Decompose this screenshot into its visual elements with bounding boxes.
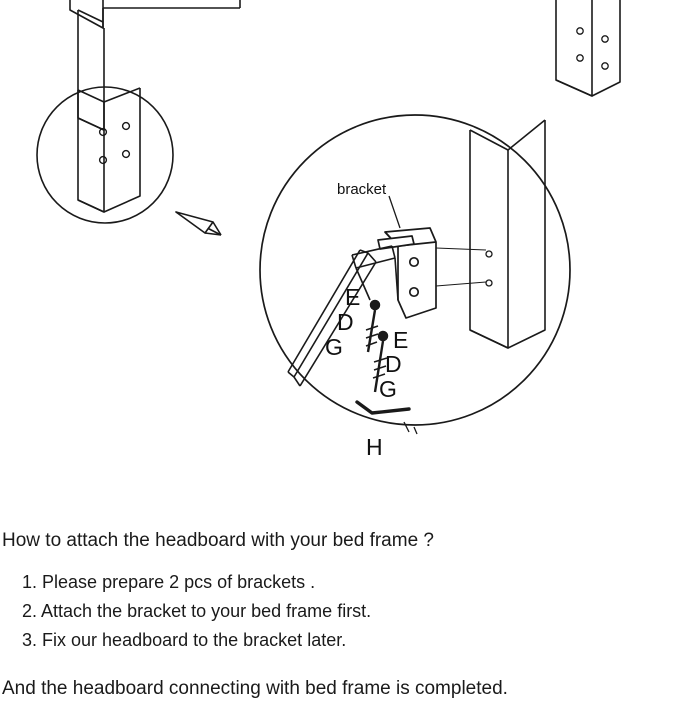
post-holes (486, 251, 492, 286)
step-text: Please prepare 2 pcs of brackets . (42, 572, 316, 592)
part-label-g-left: G (325, 334, 343, 360)
step-text: Fix our headboard to the bracket later. (42, 630, 347, 650)
part-label-d-left: D (337, 309, 354, 335)
step-number: 2. (22, 601, 38, 621)
instructions-step-list (22, 568, 672, 655)
fastener-left (366, 301, 380, 353)
part-label-e-left: E (345, 284, 361, 310)
right-leg-group (556, 0, 620, 96)
bracket-plate (378, 228, 436, 318)
step-number: 3. (22, 630, 38, 650)
part-label-e-right: E (393, 327, 409, 353)
instructions-question: How to attach the headboard with your bed frame ? (2, 530, 434, 551)
step-number: 1. (22, 572, 38, 592)
instructions-block (0, 500, 679, 712)
list-item (22, 568, 672, 597)
allen-key (357, 402, 409, 413)
left-detail-circle (37, 87, 173, 223)
step-text: Attach the bracket to your bed frame first. (41, 601, 372, 621)
bracket-detail-circle (260, 115, 570, 434)
arrow-icon (176, 212, 221, 235)
headboard-panel-group (70, 0, 240, 130)
tool-label-h: H (366, 434, 383, 460)
allen-key-motion-marks (404, 422, 417, 434)
bracket-leader-line (389, 196, 400, 228)
list-item (22, 597, 672, 626)
bracket-callout-label: bracket (337, 181, 387, 198)
part-label-g-right: G (379, 376, 397, 402)
instructions-conclusion: And the headboard connecting with bed frame is completed. (2, 678, 508, 699)
part-label-d-right: D (385, 351, 402, 377)
list-item (22, 626, 672, 655)
post-leader-lines (436, 248, 486, 286)
